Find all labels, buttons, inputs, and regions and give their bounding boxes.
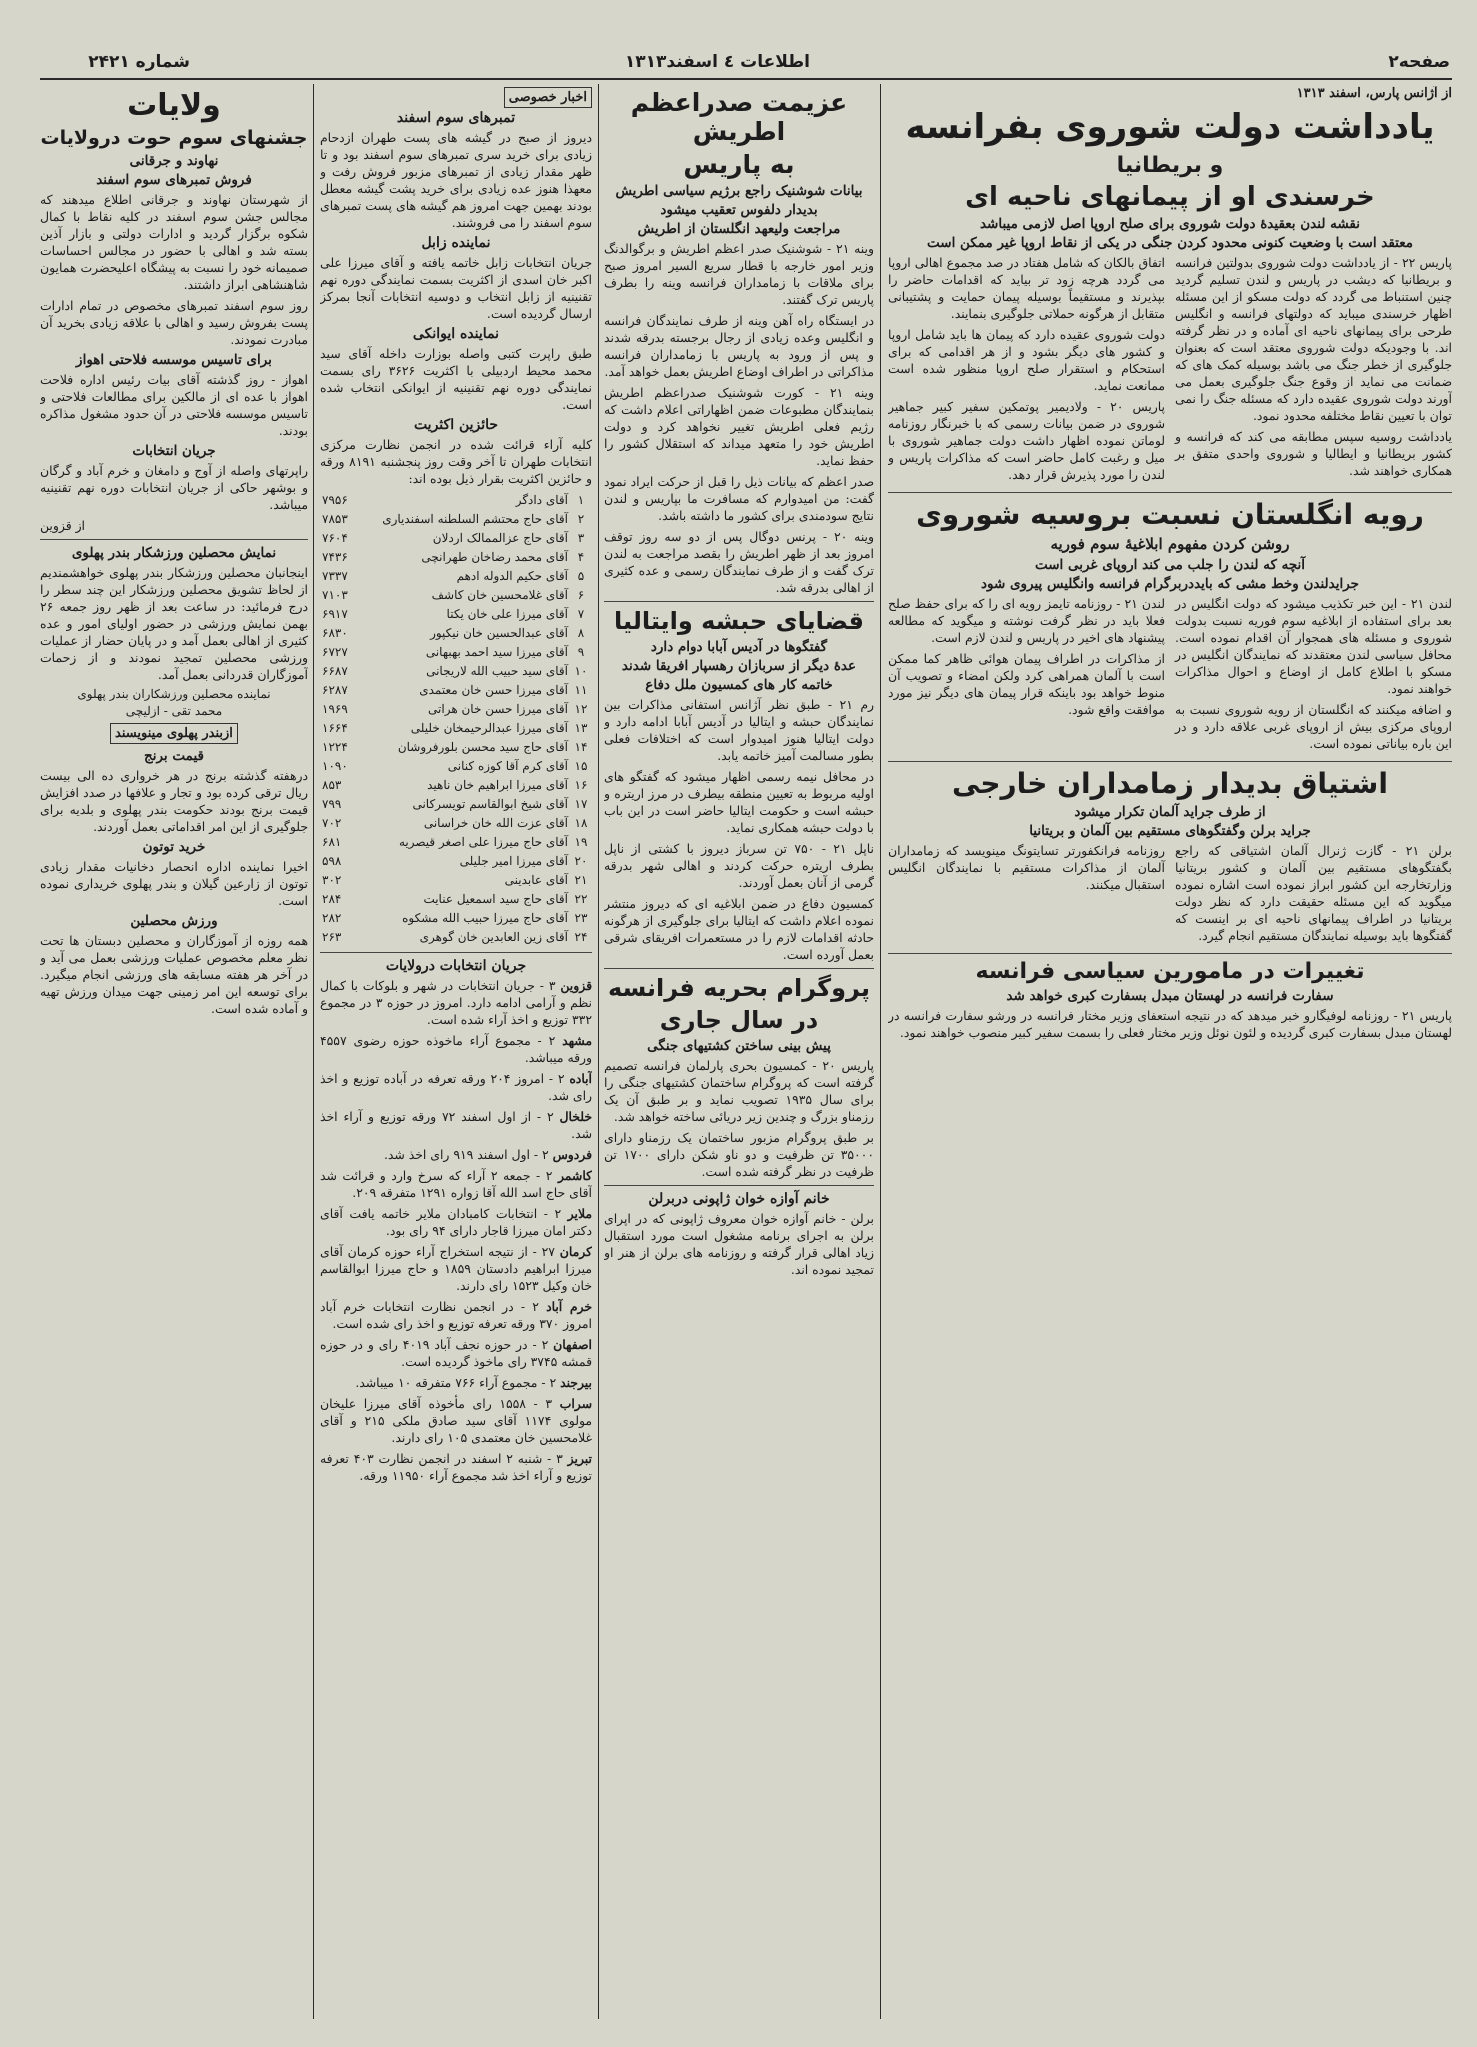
subhead: سفارت فرانسه در لهستان مبدل بسفارت کبری خواهد شد — [1006, 988, 1334, 1004]
subhead: جریان انتخابات — [132, 443, 216, 459]
table-row — [320, 605, 592, 624]
headline-abyssinia-italy: قضایای حبشه وایتالیا — [614, 607, 864, 635]
article-text: و اضافه میکنند که انگلستان از رویه شوروی نسبت به اروپای مرکزی بیش از اروپای غربی علاقه دارد و در این باره بیاناتی نموده است. — [1175, 702, 1452, 751]
article-text: ۲ - امروز ۲۰۴ ورقه تعرفه در آباده توزیع و اخذ رای شد. — [320, 1071, 592, 1103]
headline-regional-pacts: خرسندی او از پیمانهای ناحیه ای — [965, 182, 1375, 212]
candidate-votes: ۶۷۲۷ — [322, 645, 348, 659]
article-text: بر طبق پروگرام مزبور ساختمان یک رزمناو دارای ۳۵۰۰۰ تن ظرفیت و دو ناو شکن دارای ۱۷۰۰ تن ظرفیت در نظر گرفته شده است. — [604, 1130, 874, 1179]
article-text: کلیه آراء قرائت شده در انجمن نظارت مرکزی انتخابات طهران تا آخر وقت روز پنجشنبه ۸۱۹۱ ورقه و حائزین اکثریت بقرار ذیل بوده اند: — [320, 437, 592, 486]
headline-japanese-singer: خانم آوازه خوان ژاپونی دربرلن — [648, 1191, 830, 1207]
city-title: خرم آباد — [546, 1299, 592, 1314]
paper-name: اطلاعات ٤ اسفند۱۳۱۳ — [624, 52, 810, 72]
issue-number: شماره ۲۴۲۱ — [88, 52, 190, 72]
candidate-votes: ۶۶۸۷ — [322, 664, 348, 678]
candidate-n: ۱۵ — [574, 759, 588, 773]
zabol-title: نماینده زابل — [421, 235, 491, 251]
article-text: وینه ۲۱ - شوشنیک صدر اعظم اطریش و برگوالدنگ وزیر امور خارجه با قطار سریع السیر امروز صبح برای ملاقات با زمامداران فرانسه وینه را بطرف پاریس ترک گفتند. — [604, 241, 874, 307]
candidate-n: ۱۶ — [574, 778, 588, 792]
article-text: ۲ - در حوزه نجف آباد ۴۰۱۹ رای و در حوزه قمشه ۳۷۴۵ رای ماخوذ گردیده است. — [320, 1337, 592, 1369]
candidate-name: آقای حاج سید اسمعیل عنایت — [423, 892, 568, 906]
subhead: مراجعت ولیعهد انگلستان از اطریش — [637, 221, 841, 237]
table-row — [320, 586, 592, 605]
candidate-votes: ۷۸۵۳ — [322, 512, 348, 526]
candidate-votes: ۱۹۶۹ — [322, 702, 348, 716]
subhead: قیمت برنج — [144, 748, 204, 764]
table-row — [320, 719, 592, 738]
article-text: رم ۲۱ - طبق نظر آژانس استفانی مذاکرات بین نمایندگان حبشه و ایتالیا در آدیس آبابا ادامه دارد و دولت ایتالیا هنوز امیدوار است که اختلافات فعلی بطور مسالمت آمیز خاتمه یابد. — [604, 697, 874, 763]
subhead: از طرف جراید آلمان تکرار میشود — [1074, 804, 1266, 820]
table-row — [320, 491, 592, 510]
candidate-name: آقای میرزا عبدالرحیمخان خلیلی — [410, 721, 568, 735]
table-row — [320, 510, 592, 529]
subhead: روشن کردن مفهوم ابلاغیهٔ سوم فوریه — [1050, 535, 1290, 553]
headline-to-paris: به پاریس — [683, 150, 795, 179]
candidate-name: آقای حاج سید محسن بلورفروشان — [397, 740, 568, 754]
article-text: کمسیون دفاع در ضمن ابلاغیه ای که دیروز منتشر نموده اعلام داشت که ایتالیا برای جلوگیری از هرگونه حادثه اقدامات لازم را در مستعمرات افریقای شرقی بعمل آورده است. — [604, 896, 874, 962]
article-signoff: از قزوین — [40, 518, 85, 533]
table-row — [320, 909, 592, 928]
stamps-title: تمبرهای سوم اسفند — [396, 110, 516, 126]
article-text: ۳ - شنبه ۲ اسفند در انجمن نظارت ۴۰۳ تعرفه توزیع و آراء اخذ شد مجموع آراء ۱۱۹۵۰ ورقه. — [320, 1451, 592, 1483]
candidate-votes: ۶۹۱۷ — [322, 607, 348, 621]
article-text: ۲ - جمعه ۲ آراء که سرخ وارد و قرائت شد آقای حاج اسد الله آقا زواره ۱۲۹۱ متفرقه ۲۰۹. — [320, 1168, 592, 1200]
article-text: از مذاکرات در اطراف پیمان هوائی ظاهر کما ممکن است با آلمان همراهی کرد ولکن امضاء و تصویب آن منوط خواهد بود باینکه قرار پیمان های دیگر نیز مورد موافقت واقع شود. — [888, 651, 1165, 717]
candidate-n: ۲۴ — [574, 930, 588, 944]
candidate-name: آقای عابدینی — [504, 873, 568, 887]
candidate-n: ۲ — [577, 512, 585, 526]
provinces-title: جریان انتخابات درولایات — [385, 958, 527, 974]
headline-french-navy: پروگرام بحریه فرانسه — [608, 974, 870, 1002]
article-text: درهفته گذشته برنج در هر خرواری ده الی بیست ریال ترقی کرده بود و تجار و علافها در صدد افزایش قیمت برنج بودند حکومت بندر پهلوی و بلدیه برای جلوگیری از این امر اقداماتی بعمل آوردند. — [40, 768, 308, 834]
article-text: ناپل ۲۱ - ۷۵۰ تن سرباز دیروز با کشتی از ناپل بطرف اریتره حرکت کردند و اهالی شهر بدرقه گرمی از آنان بعمل آوردند. — [604, 841, 874, 890]
article-text: وینه ۲۱ - کورت شوشنیک صدراعظم اطریش بنمایندگان مطبوعات ضمن اظهاراتی اعلام داشت که رژیم فعلی اطریش تغییر نخواهد کرد و دولت اطریش خود را متعهد میداند که استقلال کشور را حفظ نماید. — [604, 385, 874, 468]
subhead: جراید برلن وگفتگوهای مستقیم بین آلمان و بریتانیا — [1029, 823, 1311, 839]
candidate-n: ۲۳ — [574, 911, 588, 925]
column-private-news — [320, 86, 592, 2016]
article-text: ۲ - مجموع آراء ۷۶۶ متفرقه ۱۰ میباشد. — [355, 1375, 557, 1390]
article-text: ۳ - جریان انتخابات در شهر و بلوکات با کمال نظم و آرامی ادامه دارد. امروز در حوزه ۳ در مجموع ۳۳۲ توزیع و اخذ آراء شده است. — [320, 978, 592, 1027]
candidate-name: آقای زین العابدین خان گوهری — [419, 930, 568, 944]
city-title: خلخال — [559, 1109, 592, 1124]
table-row — [320, 548, 592, 567]
article-text: راپرتهای واصله از آوج و دامغان و خرم آباد و گرگان و بوشهر حاکی از جریان انتخابات دوره نهم تقنینیه میباشد. — [40, 463, 308, 512]
candidate-n: ۲۲ — [574, 892, 588, 906]
candidate-votes: ۶۸۱ — [322, 835, 342, 849]
candidate-name: آقای شیخ ابوالقاسم تویسرکانی — [412, 797, 568, 811]
subhead: خاتمه کار های کمسیون ملل دفاع — [645, 677, 833, 693]
city-title: مشهد — [562, 1033, 592, 1048]
candidate-votes: ۷۹۹ — [322, 797, 342, 811]
subhead: بدیدار دلفوس تعقیب میشود — [660, 202, 818, 218]
article-text: لندن ۲۱ - روزنامه تایمز رویه ای را که برای حفظ صلح فعلا باید در نظر گرفت نوشته و میگوید که مطالعه پیشنهاد های اخیر در پاریس و لندن لازم است. — [888, 596, 1165, 645]
table-row — [320, 776, 592, 795]
table-row — [320, 681, 592, 700]
article-text: اتفاق بالکان که شامل هفتاد در صد مجموع اهالی اروپا می گردد هرچه زود تر بیاید که اقدامات حاضر را بپذیرند و مستقیماً بوسیله پیمان حمایت و پشتیبانی متقابل از هرگونه حملاتی جلوگیری بنمایند. — [888, 255, 1165, 321]
candidate-name: آقای حاج عزالممالک اردلان — [432, 531, 568, 545]
table-row — [320, 928, 592, 947]
article-text: در ایستگاه راه آهن وینه از طرف نمایندگان فرانسه و انگلیس وعده زیادی از رجال برجسته بدرقه شدند و پس از ورود به پاریس با زمامداران فرانسه مذاکراتی در اطراف اوضاع اطریش بعمل خواهد آمد. — [604, 313, 874, 379]
headline-britain: و بریطانیا — [1116, 153, 1224, 178]
candidate-votes: ۷۹۵۶ — [322, 493, 348, 507]
eyvan-title: نماینده ایوانکی — [412, 326, 500, 342]
column-title: ازبندر پهلوی مینویسند — [110, 723, 238, 744]
candidate-n: ۱۹ — [574, 835, 588, 849]
candidate-n: ۱۴ — [574, 740, 588, 754]
table-row — [320, 662, 592, 681]
candidate-n: ۲۱ — [574, 873, 588, 887]
article-text: برلن ۲۱ - گازت ژنرال آلمان اشتیاقی که راجع بگفتگوهای مستقیم بین آلمان و کشور بریتانیا وزارتخارجه این کشور ابراز نموده است اشاره نموده میگوید که این مسئله حقیقت دارد که نظر دولت بریتانیا در اطراف پیمانهای ناحیه ای بر اینست که گفتگوها باید بوسیله نمایندگان مستقیم انجام گیرد. — [1175, 843, 1452, 943]
candidate-votes: ۶۸۳۰ — [322, 626, 348, 640]
article-text: پاریس ۲۰ - کمسیون بحری پارلمان فرانسه تصمیم گرفته است که پروگرام ساختمان کشتیهای جنگی را برای سال ۱۹۳۵ تصویب نماید و بر طبق آن یک رزمناو بزرگ و چندین زیر دریائی ساخته خواهد شد. — [604, 1058, 874, 1124]
table-row — [320, 757, 592, 776]
column-austria-abyssinia — [604, 86, 874, 2016]
candidate-votes: ۱۶۶۴ — [322, 721, 348, 735]
table-row — [320, 529, 592, 548]
table-row — [320, 567, 592, 586]
table-row — [320, 738, 592, 757]
candidate-votes: ۵۹۸ — [322, 854, 342, 868]
section-label: اخبار خصوصی — [504, 87, 592, 108]
candidate-name: آقای میرزا علی خان یکتا — [446, 607, 568, 621]
city-title: سراب — [559, 1396, 592, 1411]
candidate-n: ۲۰ — [574, 854, 588, 868]
article-text: طبق راپرت کتبی واصله بوزارت داخله آقای سید محمد محیط اردبیلی با اکثریت ۳۶۲۶ رای بسمت نمایندگی دوره نهم تقنینیه از ایوانکی انتخاب شده است. — [320, 346, 592, 412]
table-row — [320, 643, 592, 662]
column-rule — [880, 84, 881, 2019]
signature: نماینده محصلین ورزشکاران بندر پهلوی — [77, 687, 271, 701]
candidate-table — [320, 491, 592, 947]
headline-austria-chancellor: عزیمت صدراعظم اطریش — [630, 88, 848, 146]
article-text: پاریس ۲۲ - از یادداشت دولت شوروی بدولتین فرانسه و بریطانیا که دیشب در پاریس و لندن تسلیم گردید چنین استنباط می گردد که دولت مسکو از این مسئله اظهار خرسندی میباید که دولتهای فرانسه و انگلیس طرحی برای پیمانهای ناحیه ای آماده و در نظر گرفته اند. با وجودیکه دولت شوروی معتقد است که بعنوان جلوگیری از خطر جنگ می باشد بوسیله کمک های که ضمانت می نماید از وقوع جنگ جلوگیری بعمل می آورند دولت شوروی عقیده دارد که مسئله جنگ را نمی توان با تعیین نقاط مختلفه محدود نمود. — [1175, 255, 1452, 423]
subhead: گفتگوها در آدیس آبابا دوام دارد — [650, 639, 828, 655]
candidate-votes: ۲۶۳ — [322, 930, 342, 944]
subhead: نهاوند و جرقانی — [129, 153, 219, 169]
candidate-votes: ۷۶۰۴ — [322, 531, 348, 545]
city-title: کاشمر — [557, 1168, 592, 1183]
candidate-votes: ۷۴۳۶ — [322, 550, 348, 564]
article-text: وینه ۲۰ - پرنس دوگال پس از دو سه روز توقف امروز بعد از ظهر اطریش را بقصد مراجعت به لندن ترک گفت و از طرف نمایندگان رسمی و عده کثیری از اهالی بدرقه شد. — [604, 529, 874, 595]
city-title: قزوین — [560, 978, 592, 993]
article-text: اینجانبان محصلین ورزشکار بندر پهلوی خواهشمندیم از لحاظ تشویق محصلین ورزشکار این چند سطر را درج فرمائید: در ساعت بعد از ظهر روز جمعه ۲۶ بهمن نمایش ورزشی در حضور اولیای امور و عده کثیری از اهالی بعمل آمد و در پایان حضار از عملیات ورزشی محصلین تمجید نمودند و از زحمات آموزگاران قدردانی بعمل آمد. — [40, 565, 308, 682]
article-text: ۳ - ۱۵۵۸ رای مأخوذه آقای میرزا علیخان مولوی ۱۱۷۴ آقای سید صادق ملکی ۲۱۵ و آقای غلامحسین خان معتمدی ۱۰۵ رای دارند. — [320, 1396, 592, 1445]
headline-foreign-leaders: اشتیاق بدیدار زمامداران خارجی — [952, 767, 1388, 800]
headline-england-policy: رویه انگلستان نسبت بروسیه شوروی — [916, 498, 1424, 531]
candidate-n: ۱۲ — [574, 702, 588, 716]
headline-soviet-note: یادداشت دولت شوروی بفرانسه — [905, 107, 1435, 147]
candidate-name: آقای حاج میرزا حبیب الله مشکوه — [402, 911, 568, 925]
city-title: تبریز — [567, 1451, 592, 1466]
subhead: خرید توتون — [142, 839, 206, 855]
table-row — [320, 814, 592, 833]
candidate-name: آقای غلامحسین خان کاشف — [431, 588, 568, 602]
candidate-name: آقای حاج میرزا علی اصغر قیصریه — [398, 835, 568, 849]
candidate-name: آقای میرزا حسن خان معتمدی — [419, 683, 568, 697]
candidate-n: ۴ — [577, 550, 585, 564]
city-title: ملایر — [567, 1206, 592, 1221]
agency-line: از آژانس پارس، اسفند ۱۳۱۳ — [1296, 86, 1452, 101]
column-rule — [598, 84, 599, 2019]
candidate-name: آقای میرزا سید احمد بهبهانی — [425, 645, 568, 659]
candidate-votes: ۷۰۲ — [322, 816, 342, 830]
subhead: برای تاسیس موسسه فلاحتی اهواز — [76, 352, 272, 368]
column-soviet-note — [888, 86, 1452, 2016]
majority-title: حائزین اکثریت — [413, 417, 499, 433]
subhead: بیانات شوشنیک راجع برژیم سیاسی اطریش — [615, 183, 863, 199]
candidate-n: ۸ — [577, 626, 585, 640]
subhead: معتقد است با وضعیت کنونی محدود کردن جنگی در یکی از نقاط اروپا غیر ممکن است — [927, 235, 1413, 251]
headline-provinces: ولایات — [127, 88, 221, 123]
article-text: دیروز از صبح در گیشه های پست طهران ازدحام زیادی برای خرید سری تمبرهای سوم اسفند بود و تا ظهر مقدار زیادی از تمبرهای مزبور فروش رفت و معهذا هنوز عده زیادی برای خرید پشت گیشه معطل بودند بهمین جهت امروز هم گیشه های پست تمبرهای سوم اسفند را می فروشند. — [320, 130, 592, 230]
candidate-name: آقای میرزا حسن خان هراتی — [428, 702, 568, 716]
candidate-name: آقای عبدالحسین خان نیکپور — [430, 626, 568, 640]
city-title: کرمان — [559, 1244, 592, 1259]
candidate-name: آقای سید حبیب الله لاریجانی — [426, 664, 568, 678]
candidate-n: ۶ — [577, 588, 585, 602]
candidate-name: آقای دادگر — [515, 493, 568, 507]
subhead: عدهٔ دیگر از سربازان رهسپار افریقا شدند — [621, 658, 857, 674]
subhead: جرایدلندن وخط مشی که بایددربرگرام فرانسه وانگلیس پیروی شود — [980, 576, 1360, 592]
candidate-votes: ۷۳۳۷ — [322, 569, 348, 583]
city-title: بیرجند — [560, 1375, 592, 1390]
candidate-name: آقای حکیم الدوله ادهم — [456, 569, 568, 583]
candidate-votes: ۱۲۲۴ — [322, 740, 348, 754]
article-text: پاریس ۲۰ - ولادیمیر پوتمکین سفیر کبیر جماهیر شوروی در ضمن بیانات رسمی که با خبرنگار روزنامه لوماتن نموده اظهار داشت دولت جماهیر شوروی با میل و رغبت کامل حاضر است که مذاکرات پاریس و لندن را مورد پذیرش قرار دهد. — [888, 399, 1165, 482]
column-rule — [313, 84, 314, 2019]
candidate-votes: ۱۰۹۰ — [322, 759, 348, 773]
article-text: ۲ - در انجمن نظارت انتخابات خرم آباد امروز ۳۷۰ ورقه تعرفه توزیع و اخذ رای شده است. — [320, 1299, 592, 1331]
candidate-votes: ۲۸۴ — [322, 892, 342, 906]
candidate-name: آقای حاج محتشم السلطنه اسفندیاری — [382, 512, 568, 526]
candidate-votes: ۲۸۲ — [322, 911, 342, 925]
table-row — [320, 871, 592, 890]
candidate-n: ۱۳ — [574, 721, 588, 735]
article-text: ۲ - انتخابات کامبادان ملایر خاتمه یافت آقای دکتر امان میرزا قاجار دارای ۹۴ رای بود. — [320, 1206, 592, 1238]
article-text: ۲۷ - از نتیجه استخراج آراء حوزه کرمان آقای میرزا ابراهیم دادستان ۱۸۵۹ و حاج میرزا ابوالقاسم خان وکیل ۱۵۲۳ رای دارند. — [320, 1244, 592, 1293]
city-title: فردوس — [552, 1147, 592, 1162]
candidate-name: آقای محمد رضاخان طهرانچی — [421, 550, 568, 564]
city-title: آباده — [569, 1071, 592, 1086]
table-row — [320, 795, 592, 814]
article-text: ۲ - اول اسفند ۹۱۹ رای اخذ شد. — [383, 1147, 549, 1162]
article-text: پاریس ۲۱ - روزنامه لوفیگارو خبر میدهد که در نتیجه استعفای وزیر مختار فرانسه در ورشو سفارت فرانسه در لهستان مبدل بسفارت کبری گردیده و لئون نوئل وزیر مختار فعلی را بسمت سفیر کبیر منصوب خواهند نمود. — [888, 1008, 1452, 1040]
candidate-n: ۱۱ — [574, 683, 588, 697]
subhead: نقشه لندن بعقیدهٔ دولت شوروی برای صلح اروپا اصل لازمی میباشد — [979, 216, 1361, 232]
candidate-n: ۵ — [577, 569, 585, 583]
candidate-votes: ۸۵۳ — [322, 778, 342, 792]
article-text: روزنامه فرانکفورتر تسایتونگ مینویسد که زمامداران آلمان از مذاکرات مستقیم با نمایندگان انگلیس استقبال میکنند. — [888, 843, 1165, 892]
table-row — [320, 852, 592, 871]
headline-current-year: در سال جاری — [659, 1006, 819, 1034]
candidate-name: آقای میرزا امیر جلیلی — [459, 854, 568, 868]
column-provinces — [40, 86, 308, 2016]
candidate-name: آقای عزت الله خان خراسانی — [423, 816, 568, 830]
article-text: یادداشت روسیه سپس مطابقه می کند که فرانسه و کشور بریطانیا و ایطالیا و شوروی واحدی متفق بر همکاری خواهند شد. — [1175, 429, 1452, 478]
article-text: اهواز - روز گذشته آقای بیات رئیس اداره فلاحت اهواز با عده ای از مالکین برای مطالعات فلاحتی و تاسیس موسسه فلاحتی در آن حدود مشغول مذاکره بودند. — [40, 372, 308, 438]
subhead: آنچه که لندن را جلب می کند اروپای غربی است — [1034, 557, 1306, 573]
page-label: صفحه۲ — [1388, 52, 1450, 72]
candidate-n: ۳ — [577, 531, 585, 545]
candidate-votes: ۶۲۸۷ — [322, 683, 348, 697]
article-text: در محافل نیمه رسمی اظهار میشود که گفتگو های اولیه مربوط به تعیین منطقه بیطرف در مرز اریتره و حبشه است و حکومت ایتالیا حاضر است در این باب با دولت حبشه همکاری نماید. — [604, 769, 874, 835]
page-header — [40, 48, 1450, 76]
article-text: از شهرستان نهاوند و جرقانی اطلاع میدهند که مجالس جشن سوم اسفند در کلیه نقاط با کمال شکوه برگزار گردید و ادارات دولتی و بازار آذین بسته شد و اهالی با حضور در مجالس احساسات صمیمانه خود را نسبت به پیشگاه اعلیحضرت همایون شاهنشاهی ابراز داشتند. — [40, 192, 308, 292]
candidate-votes: ۳۰۲ — [322, 873, 342, 887]
article-text: روز سوم اسفند تمبرهای مخصوص در تمام ادارات پست بفروش رسید و اهالی با علاقه زیادی بخرید آن مبادرت نمودند. — [40, 298, 308, 347]
article-text: برلن - خانم آوازه خوان معروف ژاپونی که در اپرای برلن به اجرای برنامه مشغول است مورد استقبال زیاد اهالی قرار گرفته و روزنامه های برلن از هنر او تمجید نموده اند. — [604, 1211, 874, 1277]
table-row — [320, 700, 592, 719]
article-text: همه روزه از آموزگاران و محصلین دبستان ها تحت نظر معلم مخصوص عملیات ورزشی بعمل می آید و در آخر هر هفته مسابقه های ورزشی انجام میگیرد. برای توسعه این امر زمینی جهت میدان ورزش تهیه و آماده شده است. — [40, 933, 308, 1016]
table-row — [320, 833, 592, 852]
candidate-n: ۱ — [577, 493, 585, 507]
headline-celebrations: جشنهای سوم حوت درولایات — [40, 127, 308, 149]
candidate-n: ۹ — [577, 645, 585, 659]
table-row — [320, 890, 592, 909]
candidate-n: ۷ — [577, 607, 585, 621]
candidate-votes: ۷۱۰۳ — [322, 588, 348, 602]
subhead: پیش بینی ساختن کشتیهای جنگی — [647, 1038, 831, 1054]
candidate-name: آقای میرزا ابراهیم خان ناهید — [427, 778, 568, 792]
headline-french-diplomats: تغییرات در مامورین سیاسی فرانسه — [975, 959, 1365, 984]
subhead: فروش تمبرهای سوم اسفند — [96, 172, 252, 188]
city-title: اصفهان — [553, 1337, 592, 1352]
article-text: ۲ - مجموع آراء ماخوذه حوزه رضوی ۴۵۵۷ ورقه میباشد. — [320, 1033, 592, 1065]
signature: محمد تقی - ازلیچی — [125, 704, 223, 718]
article-text: جریان انتخابات زابل خاتمه یافته و آقای میرزا علی اکبر خان اسدی از اکثریت بسمت نمایندگی دوره نهم تقنینیه از زابل انتخاب و دوسیه انتخابات آنجا بمرکز ارسال گردیده است. — [320, 255, 592, 321]
subhead: ورزش محصلین — [130, 913, 218, 929]
table-row — [320, 624, 592, 643]
article-text: اخیرا نماینده اداره انحصار دخانیات مقدار زیادی توتون از زارعین گیلان و بندر پهلوی خریداری نموده است. — [40, 859, 308, 908]
article-text: ۲ - از اول اسفند ۷۲ ورقه توزیع و آراء اخذ شد. — [320, 1109, 592, 1141]
candidate-n: ۱۷ — [574, 797, 588, 811]
article-text: لندن ۲۱ - این خبر تکذیب میشود که دولت انگلیس در بعد برای استفاده از ابلاغیه سوم فوریه نسبت بدولت شوروی و مسئله های همجوار آن اقدام نموده است. محافل سیاسی لندن معتقدند که نمایندگان انگلیس در مسکو با اطلاع کامل از اوضاع و احوال مذاکرات خواهند نمود. — [1175, 596, 1452, 696]
article-text: دولت شوروی عقیده دارد که پیمان ها باید شامل اروپا و کشور های دیگر بشود و از هر اقدامی که برای استحکام و استقرار صلح اروپا منظور شده است ممانعت نماید. — [888, 327, 1165, 393]
candidate-n: ۱۸ — [574, 816, 588, 830]
header-rule — [40, 78, 1452, 80]
candidate-name: آقای کرم آقا کوزه کنانی — [447, 759, 568, 773]
candidate-n: ۱۰ — [574, 664, 588, 678]
article-text: صدر اعظم که بیانات ذیل را قبل از حرکت ایراد نمود گفت: من امیدوارم که مسافرت ما بپاریس و لندن نتایج سودمندی برای کشور ما داشته باشد. — [604, 474, 874, 523]
subhead: نمایش محصلین ورزشکار بندر پهلوی — [71, 545, 277, 561]
